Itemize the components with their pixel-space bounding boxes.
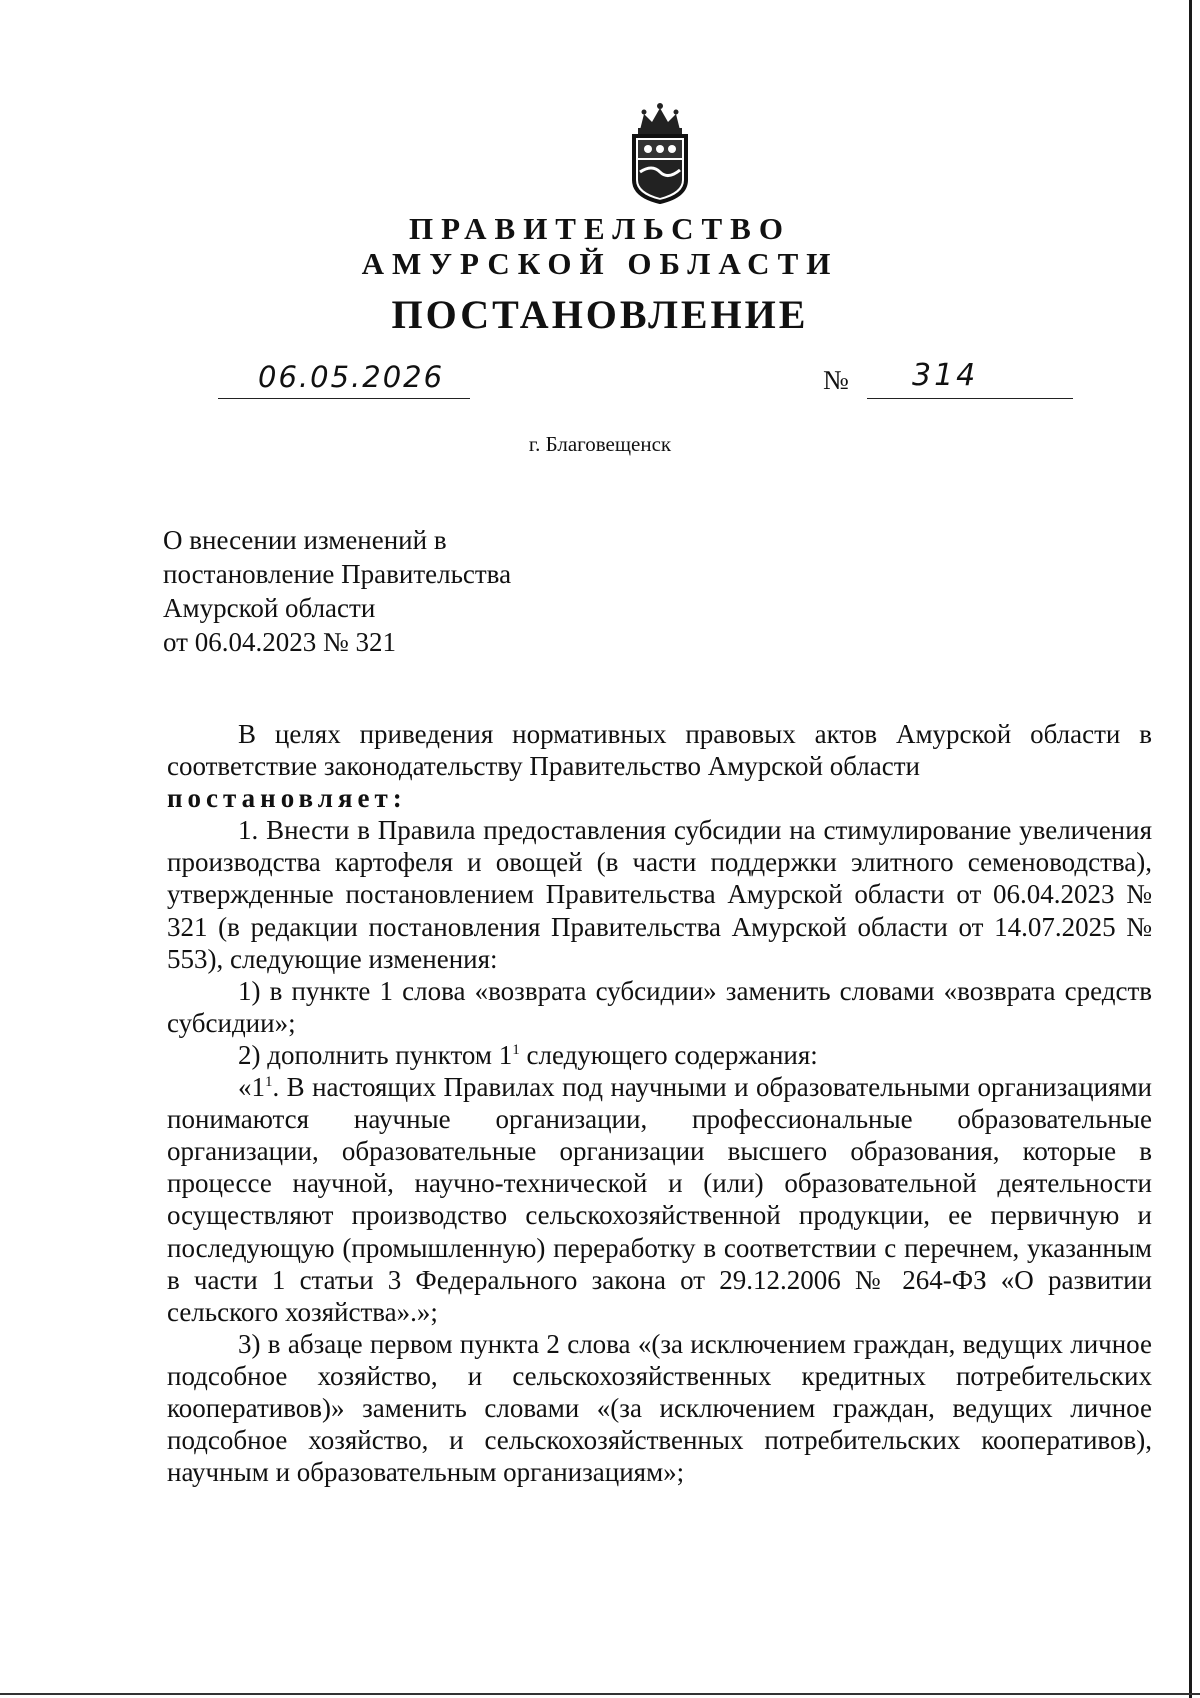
subitem-3-paragraph: 3) в абзаце первом пункта 2 слова «(за исключением граждан, ведущих личное подсобное хозяйство, и сельскохозяйственных кредитных потребительских кооперативов)» заменить словами «(за исключением граждан, ведущих личное подсобное хозяйство, и сельскохозяйственных потребительских кооперативов), научным и образовательным организациям»; <box>167 1328 1152 1488</box>
item-1-paragraph: 1. Внести в Правила предоставления субсидии на стимулирование увеличения производства картофеля и овощей (в части поддержки элитного семеноводства), утвержденные постановлением Правительства Амурской области от 06.04.2023 № 321 (в редакции постановления Правительства Амурской области от 14.07.2025 № 553), следующие изменения: <box>167 815 1152 974</box>
government-title-line2: АМУРСКОЙ ОБЛАСТИ <box>361 246 839 281</box>
preamble-paragraph: В целях приведения нормативных правовых актов Амурской области в соответствие законодательству Правительство Амурской области <box>167 719 1152 782</box>
subject-line: постановление Правительства <box>163 559 512 589</box>
amur-region-emblem <box>626 100 694 204</box>
subitem-1-paragraph: 1) в пункте 1 слова «возврата субсидии» заменить словами «возврата средств субсидии»; <box>167 975 1152 1038</box>
subject-line: Амурской области <box>163 593 376 623</box>
number-sign: № <box>823 365 849 395</box>
handwritten-number: 314 <box>912 358 979 393</box>
city-name: г. Благовещенск <box>528 432 672 456</box>
scan-border-bottom <box>0 1693 1200 1695</box>
date-underline <box>218 398 470 399</box>
quote-open: «1 <box>238 1072 265 1103</box>
subitem-2-paragraph <box>167 1039 1152 1071</box>
subitem-2-text-end: следующего содержания: <box>519 1039 818 1070</box>
handwritten-date: 06.05.2026 <box>258 360 445 394</box>
quoted-paragraph <box>167 1071 1152 1328</box>
decree-word: постановляет: <box>167 783 407 814</box>
document-body <box>167 718 1152 1488</box>
quote-text: . В настоящих Правилах под научными и образовательными организациями понимаются научные организации, профессиональные образовательные организации, образовательные организации высшего образования, которые в процессе научной, научно-технической и (или) образовательной деятельности осуществляют производство сельскохозяйственной продукции, ее первичную и последующую (промышленную) переработку в соответствии с перечнем, указанным в части 1 статьи 3 Федерального закона от 29.12.2006 № 264-ФЗ «О развитии сельского хозяйства».»; <box>167 1072 1152 1327</box>
subitem-2-text: 2) дополнить пунктом 1 <box>238 1039 513 1070</box>
subject-line: от 06.04.2023 № 321 <box>163 627 396 657</box>
superscript: 1 <box>265 1074 273 1091</box>
document-subject <box>163 523 583 659</box>
scan-border-right <box>1189 0 1192 1698</box>
superscript: 1 <box>512 1041 520 1058</box>
number-underline <box>867 398 1073 399</box>
document-type-title: ПОСТАНОВЛЕНИЕ <box>391 292 809 337</box>
government-title-line1: ПРАВИТЕЛЬСТВО <box>409 211 791 246</box>
subject-line: О внесении изменений в <box>163 525 447 555</box>
